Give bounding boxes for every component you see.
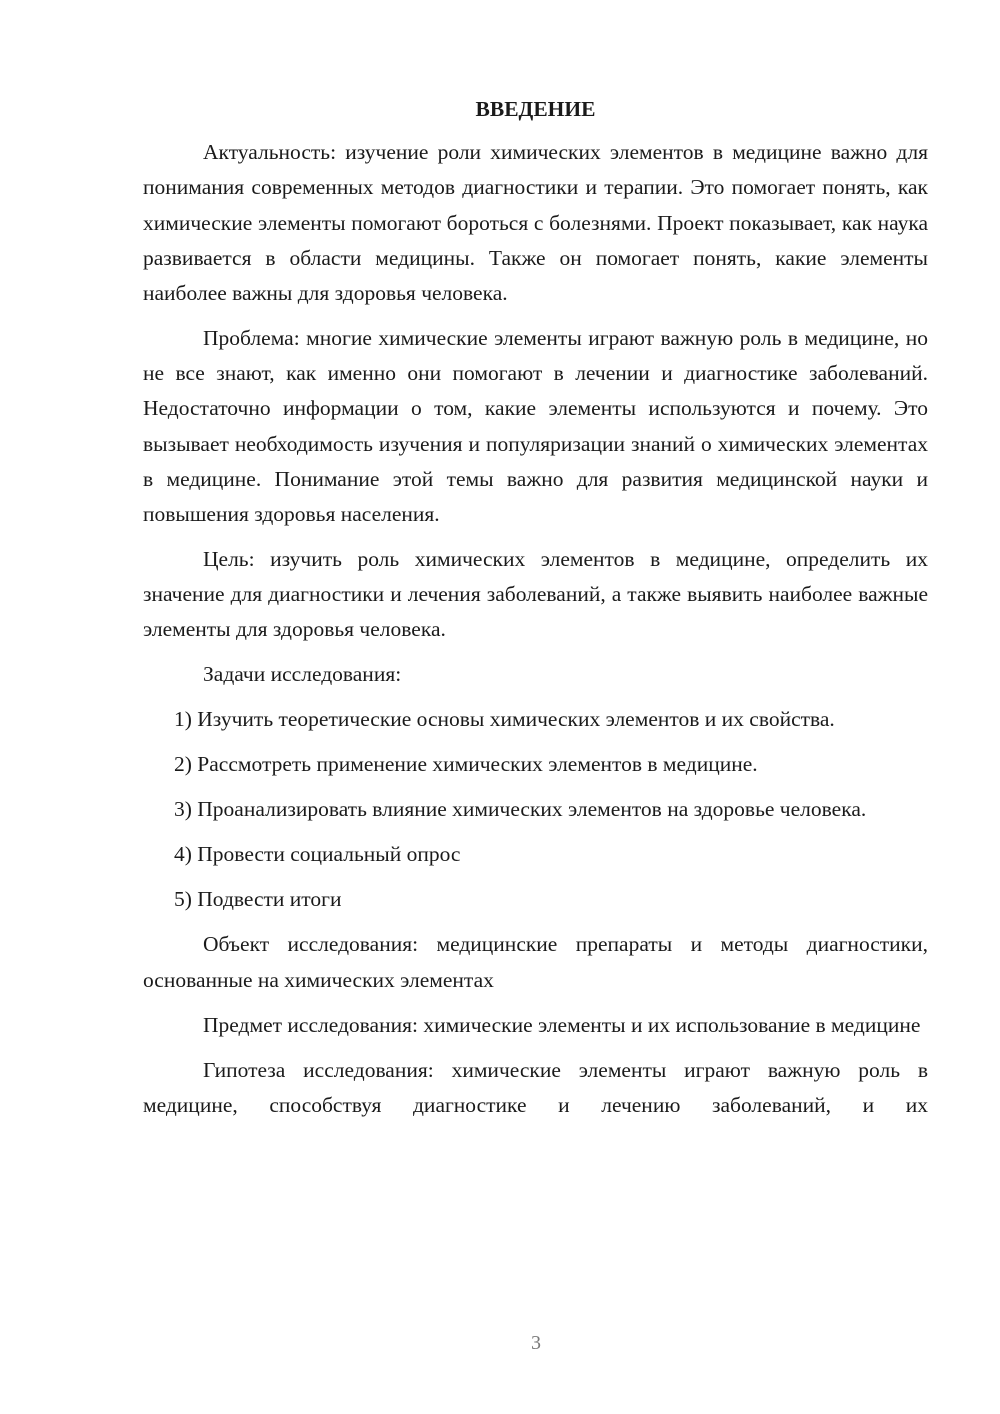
relevance-paragraph: Актуальность: изучение роли химических элементов в медицине важно для понимания современных методов диагностики и терапии. Это помогает понять, как химические элементы помогают бороться с болезнями. Проект показывает, как наука развивается в области медицины. Также он помогает понять, какие элементы наиболее важны для здоровья человека. bbox=[143, 140, 928, 306]
page-number: 3 bbox=[531, 1332, 541, 1354]
subject-paragraph: Предмет исследования: химические элементы и их использование в медицине bbox=[203, 1012, 921, 1037]
hypothesis-paragraph: Гипотеза исследования: химические элементы играют важную роль в медицине, способствуя диагностике и лечению заболеваний, и их bbox=[143, 1057, 928, 1117]
tasks-heading: Задачи исследования: bbox=[203, 662, 402, 687]
goal-paragraph: Цель: изучить роль химических элементов в медицине, определить их значение для диагностики и лечения заболеваний, а также выявить наиболее важные элементы для здоровья человека. bbox=[143, 547, 928, 642]
task-item: 4) Провести социальный опрос bbox=[174, 842, 461, 867]
task-item: 5) Подвести итоги bbox=[174, 887, 342, 912]
problem-paragraph: Проблема: многие химические элементы играют важную роль в медицине, но не все знают, как именно они помогают в лечении и диагностике заболеваний. Недостаточно информации о том, какие элементы используются и почему. Это вызывает необходимость изучения и популяризации знаний о химических элементах в медицине. Понимание этой темы важно для развития медицинской науки и повышения здоровья населения. bbox=[143, 326, 928, 527]
document-body bbox=[143, 92, 928, 1123]
section-title: ВВЕДЕНИЕ bbox=[475, 97, 596, 121]
task-item: 3) Проанализировать влияние химических элементов на здоровье человека. bbox=[174, 797, 867, 822]
task-item: 2) Рассмотреть применение химических элементов в медицине. bbox=[174, 752, 758, 777]
task-item: 1) Изучить теоретические основы химических элементов и их свойства. bbox=[174, 707, 835, 732]
object-paragraph: Объект исследования: медицинские препараты и методы диагностики, основанные на химических элементах bbox=[143, 932, 928, 992]
